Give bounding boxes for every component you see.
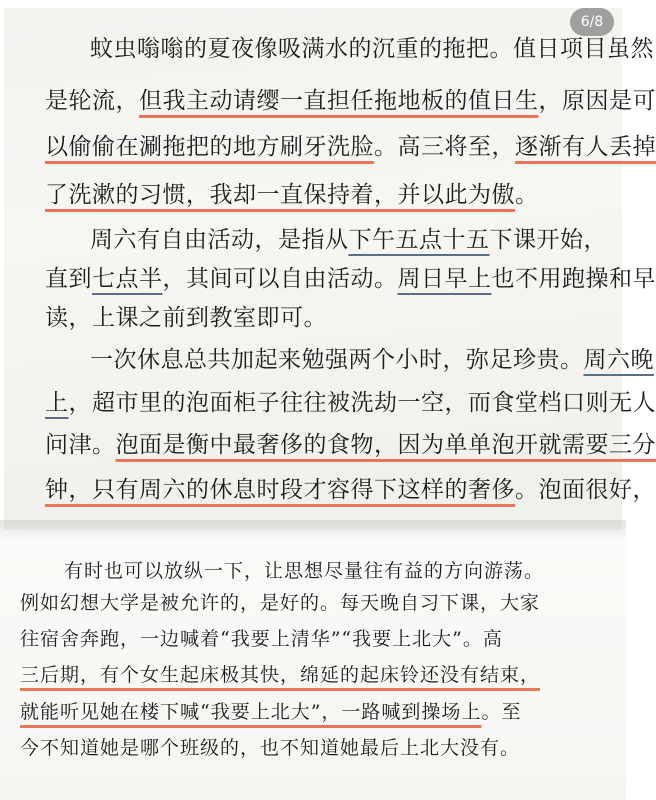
highlighted-text: 了洗漱的习惯，我却一直保持着，并以此为傲 [45,182,515,208]
page-indicator-text: 6/8 [580,14,604,30]
text-segment: 。高三将至， [374,134,515,160]
top_page-line [45,430,656,460]
underlined-text: 周日早上 [397,266,492,292]
top_page-line [90,225,607,255]
highlighted-text: 以偷偷在涮拖把的地方刷牙洗脸 [45,134,374,160]
highlighted-text: 泡面是衡中最奢侈的食物，因为单单泡开就需要三分 [115,432,656,458]
top_page-line [45,132,656,162]
text-segment: ，超市里的泡面柜子往往被洗劫一空，而食堂档口则无人 [68,390,656,416]
text-segment: ，原因是可 [538,88,656,114]
top_page-line [45,180,539,210]
text-segment: 直到 [45,266,92,292]
text-segment: 。泡面很好， [515,477,656,503]
top_page-line [90,34,654,64]
underlined-text: 周六晚 [583,347,654,373]
top_page-line [45,475,656,505]
bottom_page-line [20,624,503,654]
top_page-line [45,86,656,116]
top_page-line [45,388,656,418]
page-indicator-badge [570,8,614,36]
bottom_page-line [20,588,540,618]
text-segment: 蚊虫嗡嗡的夏夜像吸满水的沉重的拖把。值日项目虽然 [90,36,654,62]
top_page-line [45,303,327,333]
bottom_page-line [20,733,520,763]
text-segment: 例如幻想大学是被允许的，是好的。每天晚自习下课，大家 [20,592,541,614]
text-segment: ，其间可以自由活动。 [162,266,398,292]
bottom_page-line [20,697,521,727]
text-segment: 问津。 [45,432,116,458]
underlined-text: 七点半 [92,266,163,292]
text-segment: 下课开始， [489,227,607,253]
text-segment: 有时也可以放纵一下，让思想尽量往有益的方向游荡。 [64,560,545,582]
text-segment: 往宿舍奔跑，一边喊着“我要上清华”“我要上北大”。高 [20,628,503,650]
highlighted-text: 钟，只有周六的休息时段才容得下这样的奢侈 [45,477,515,503]
highlighted-text: 就能听见她在楼下喊“我要上北大”，一路喊到操场上 [20,701,482,723]
text-segment: 也不用跑操和早 [491,266,656,292]
text-segment: 读，上课之前到教室即可。 [45,305,327,331]
top_page-line [45,264,656,294]
underlined-text: 下午五点十五 [348,227,490,253]
highlighted-text: 逐渐有人丢掉 [515,134,656,160]
underlined-text: 上 [45,390,69,416]
top_page-line [90,345,654,375]
text-segment: 。至 [481,701,522,723]
bottom_page-line [64,556,544,586]
text-segment: 一次休息总共加起来勉强两个小时，弥足珍贵。 [90,347,584,373]
bottom_page-line [20,660,540,690]
highlighted-text: 但我主动请缨一直担任拖地板的值日生 [139,88,539,114]
text-segment: 今不知道她是哪个班级的，也不知道她最后上北大没有。 [20,737,521,759]
highlighted-text: 三后期，有个女生起床极其快，绵延的起床铃还没有结束， [20,664,541,686]
text-segment: 周六有自由活动，是指从 [90,227,349,253]
text-segment: 是轮流， [45,88,139,114]
text-segment: 。 [515,182,539,208]
